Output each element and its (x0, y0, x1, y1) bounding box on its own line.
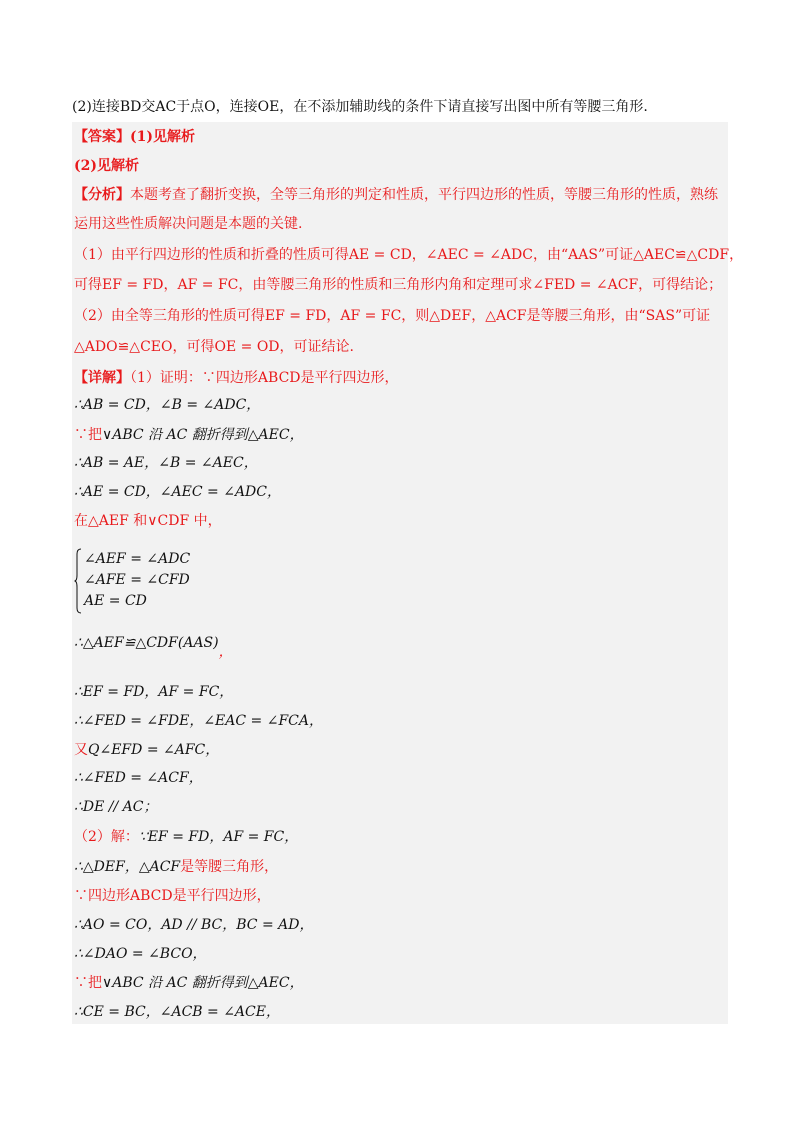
detail-line-3-math: ∨ABC 沿 AC 翻折得到△AEC， (102, 427, 304, 443)
detail-line-7 (74, 632, 233, 660)
analysis-line-2: 运用这些性质解决问题是本题的关键. (74, 216, 303, 232)
detail-line-3 (74, 424, 304, 446)
analysis-part2-line1: （2）由全等三角形的性质可得EF = FD，AF = FC，则△DEF，△ACF是等腰三角形，由“SAS”可证 (74, 308, 711, 324)
detail-line-16: ∴AO = CO，AD // BC，BC = AD， (74, 917, 314, 933)
detail-line-10-prefix: 又 (74, 742, 88, 758)
detail-line-3-prefix: ∵把 (74, 427, 102, 443)
detail-line-11: ∴∠FED = ∠ACF， (74, 770, 203, 786)
analysis-part1-line2: 可得EF = FD，AF = FC，由等腰三角形的性质和三角形内角和定理可求∠FED = ∠ACF，可得结论； (74, 277, 723, 293)
detail-line-13 (74, 826, 298, 848)
detail-line-10-math: Q∠EFD = ∠AFC， (88, 742, 220, 758)
brace-line-2: ∠AFE = ∠CFD (84, 572, 190, 588)
detail-line-15: ∵四边形ABCD是平行四边形， (74, 888, 271, 904)
detail-line-12: ∴DE // AC； (74, 799, 158, 815)
detail-line-1 (74, 367, 399, 389)
analysis-label: 【分析】 (74, 187, 130, 203)
detail-line-14-math: ∴△DEF，△ACF (74, 859, 181, 875)
detail-line-13-math: ∵EF = FD，AF = FC， (138, 829, 299, 845)
brace-symbol (74, 548, 82, 614)
detail-line-10 (74, 739, 219, 761)
detail-line-7-tail: ， (218, 644, 233, 660)
detail-line-17: ∴∠DAO = ∠BCO， (74, 946, 207, 962)
detail-line-14-suffix: 是等腰三角形， (180, 859, 279, 875)
detail-line-2: ∴AB = CD，∠B = ∠ADC， (74, 397, 261, 413)
condition-brace-block (74, 548, 214, 614)
detail-line-18-prefix: ∵把 (74, 975, 102, 991)
analysis-part1-line1: （1）由平行四边形的性质和折叠的性质可得AE = CD，∠AEC = ∠ADC，由“AAS”可证△AEC≌△CDF， (74, 247, 744, 263)
detail-line-6: 在△AEF 和∨CDF 中， (74, 513, 222, 529)
analysis-part2-line2: △ADO≌△CEO，可得OE = OD，可证结论. (74, 339, 354, 355)
detail-line-5: ∴AE = CD，∠AEC = ∠ADC， (74, 484, 281, 500)
answer-line-1: 【答案】(1)见解析 (74, 129, 195, 145)
detail-line-19: ∴CE = BC，∠ACB = ∠ACE， (74, 1004, 280, 1020)
detail-line-18-math: ∨ABC 沿 AC 翻折得到△AEC， (102, 975, 304, 991)
detail-line-9: ∴∠FED = ∠FDE，∠EAC = ∠FCA， (74, 713, 323, 729)
detail-proof-start: （1）证明：∵四边形ABCD是平行四边形， (130, 370, 399, 386)
detail-line-4: ∴AB = AE，∠B = ∠AEC， (74, 455, 258, 471)
answer-line-2: (2)见解析 (74, 158, 139, 174)
detail-line-18 (74, 972, 304, 994)
detail-label: 【详解】 (74, 370, 130, 386)
detail-line-14 (74, 856, 278, 878)
question-text: (2)连接BD交AC于点O，连接OE，在不添加辅助线的条件下请直接写出图中所有等腰三角形. (72, 99, 648, 115)
brace-line-1: ∠AEF = ∠ADC (84, 551, 191, 567)
detail-line-13-prefix: （2）解： (74, 829, 139, 845)
analysis-line-1 (74, 184, 718, 206)
detail-line-8: ∴EF = FD，AF = FC， (74, 684, 234, 700)
analysis-text-1: 本题考查了翻折变换，全等三角形的判定和性质，平行四边形的性质，等腰三角形的性质，熟练 (130, 187, 718, 203)
detail-line-7-math: ∴△AEF≌△CDF(AAS) (74, 635, 219, 651)
brace-line-3: AE = CD (84, 593, 147, 609)
